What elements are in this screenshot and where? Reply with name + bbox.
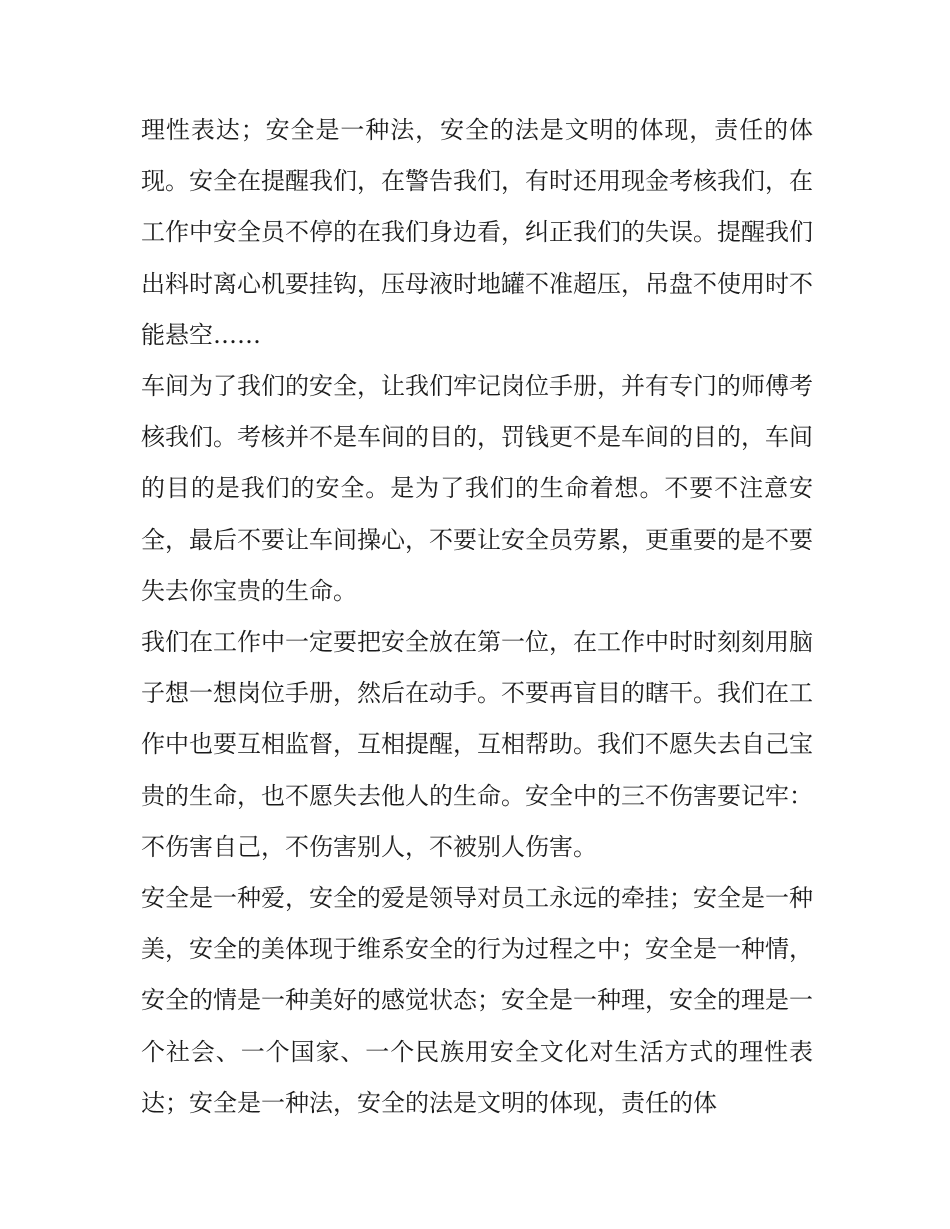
paragraph-1: 理性表达；安全是一种法，安全的法是文明的体现，责任的体现。安全在提醒我们，在警告我们，有时还用现金考核我们，在工作中安全员不停的在我们身边看，纠正我们的失误。提醒我们出料时离心机要挂钩，压母液时地罐不准超压，吊盘不使用时不能悬空…… (141, 116, 813, 349)
paragraph-4: 安全是一种爱，安全的爱是领导对员工永远的牵挂；安全是一种美，安全的美体现于维系安全的行为过程之中；安全是一种情，安全的情是一种美好的感觉状态；安全是一种理，安全的理是一个社会、一个国家、一个民族用安全文化对生活方式的理性表达；安全是一种法，安全的法是文明的体现，责任的体 (141, 884, 813, 1117)
document-body (141, 105, 813, 1129)
paragraph-2: 车间为了我们的安全，让我们牢记岗位手册，并有专门的师傅考核我们。考核并不是车间的目的，罚钱更不是车间的目的，车间的目的是我们的安全。是为了我们的生命着想。不要不注意安全，最后不要让车间操心，不要让安全员劳累，更重要的是不要失去你宝贵的生命。 (141, 372, 813, 605)
paragraph-3: 我们在工作中一定要把安全放在第一位，在工作中时时刻刻用脑子想一想岗位手册，然后在动手。不要再盲目的瞎干。我们在工作中也要互相监督，互相提醒，互相帮助。我们不愿失去自己宝贵的生命，也不愿失去他人的生命。安全中的三不伤害要记牢：不伤害自己，不伤害别人，不被别人伤害。 (141, 628, 813, 861)
